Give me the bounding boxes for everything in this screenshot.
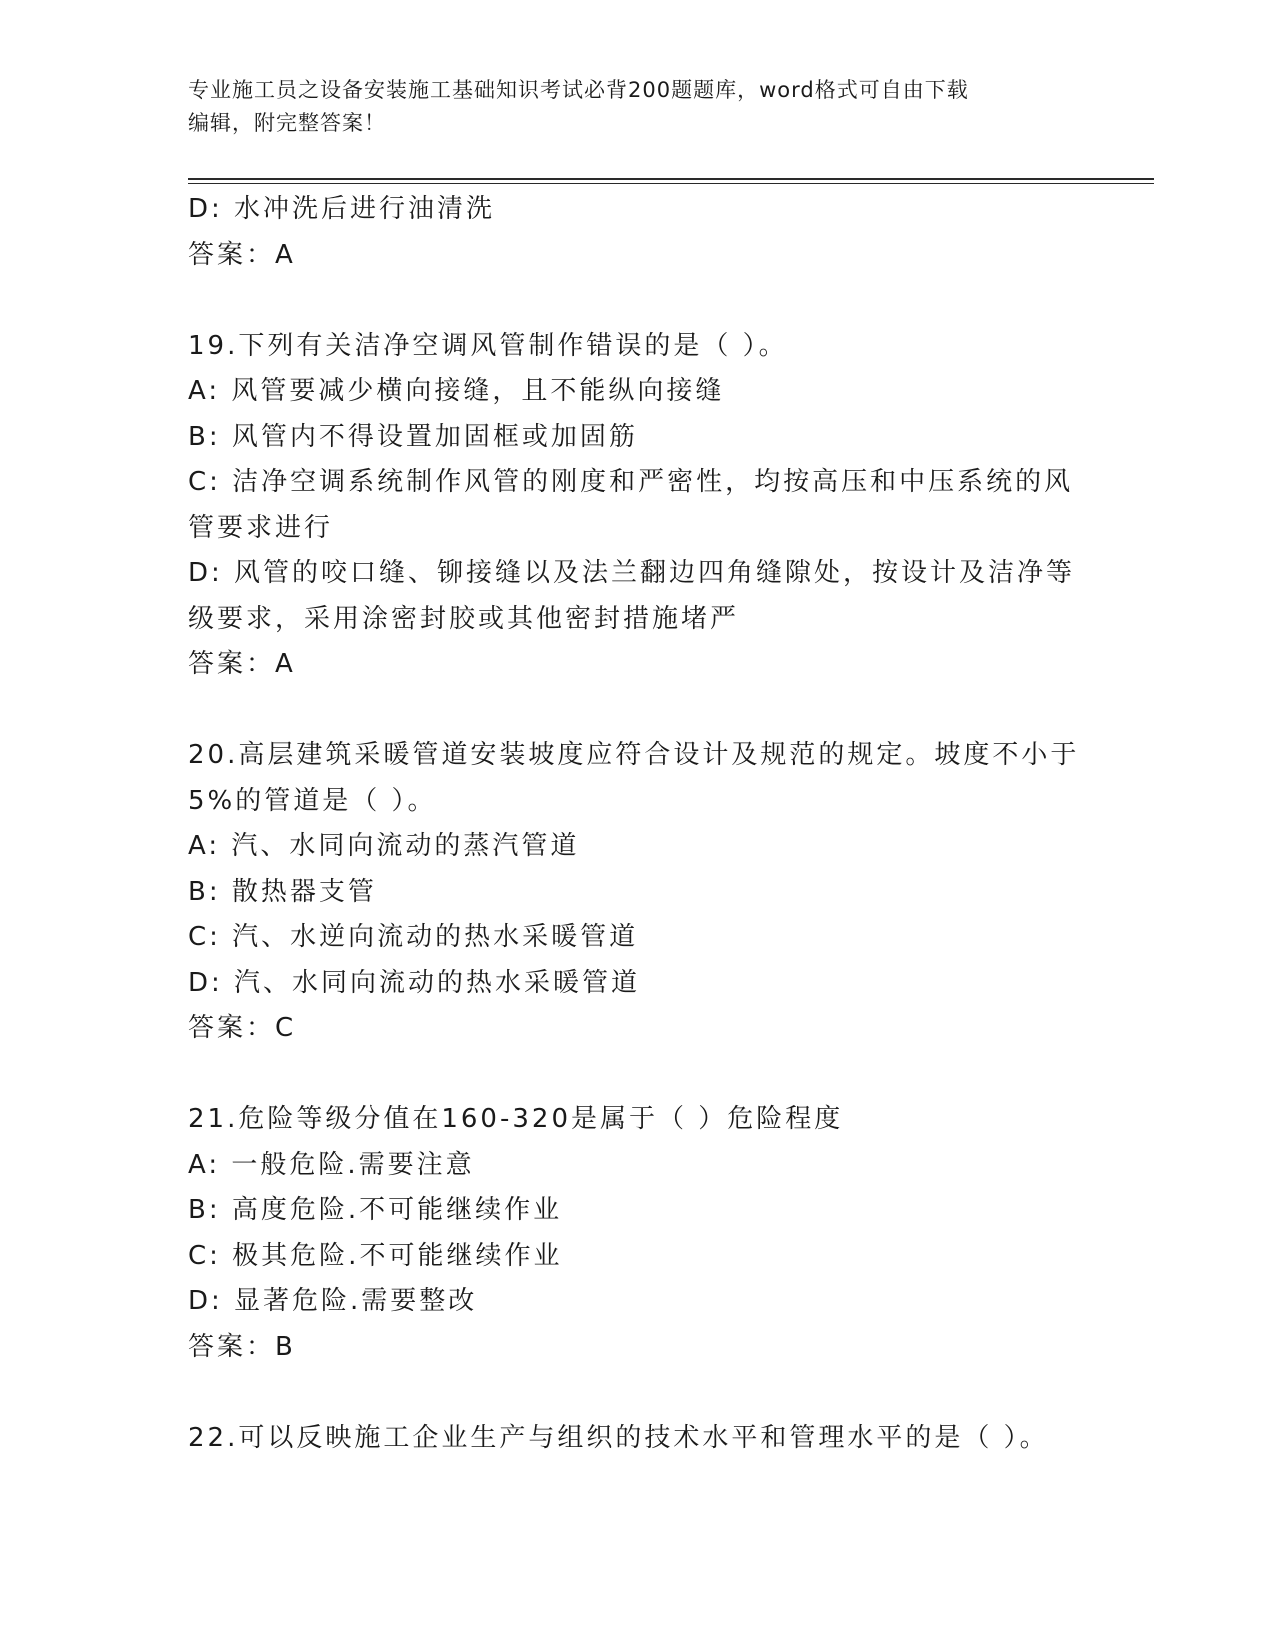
q20-answer: 答案：C xyxy=(188,1013,297,1043)
q19-answer: 答案：A xyxy=(188,649,296,679)
document-header xyxy=(188,74,1068,140)
header-rule-thin xyxy=(188,183,1154,184)
q20-option-a: A: 汽、水同向流动的蒸汽管道 xyxy=(188,831,580,861)
q21-answer: 答案：B xyxy=(188,1331,296,1362)
header-line-1: 专业施工员之设备安装施工基础知识考试必背200题题库，word格式可自由下载 xyxy=(188,78,969,102)
q21-option-a: A: 一般危险.需要注意 xyxy=(188,1149,475,1180)
q20-option-d: D: 汽、水同向流动的热水采暖管道 xyxy=(188,967,641,998)
q22-stem: 22.可以反映施工企业生产与组织的技术水平和管理水平的是（ ）。 xyxy=(188,1422,1049,1453)
q20-stem-line2: 5%的管道是（ ）。 xyxy=(188,785,437,816)
q18-option-d: D: 水冲洗后进行油清洗 xyxy=(188,194,496,224)
q20-option-c: C: 汽、水逆向流动的热水采暖管道 xyxy=(188,922,639,952)
q19-option-a: A: 风管要减少横向接缝，且不能纵向接缝 xyxy=(188,376,725,406)
q21-option-d: D: 显著危险.需要整改 xyxy=(188,1286,478,1316)
q19-option-b: B: 风管内不得设置加固框或加固筋 xyxy=(188,421,638,452)
q20-stem-line1: 20.高层建筑采暖管道安装坡度应符合设计及规范的规定。坡度不小于 xyxy=(188,740,1080,770)
q19-option-c-line1: C: 洁净空调系统制作风管的刚度和严密性，均按高压和中压系统的风 xyxy=(188,467,1074,497)
q20-option-b: B: 散热器支管 xyxy=(188,876,377,907)
spacer xyxy=(188,1052,1088,1098)
header-line-2: 编辑，附完整答案！ xyxy=(188,111,386,135)
q21-option-c: C: 极其危险.不可能继续作业 xyxy=(188,1240,563,1271)
spacer xyxy=(188,278,1088,324)
q19-stem: 19.下列有关洁净空调风管制作错误的是（ ）。 xyxy=(188,330,788,361)
spacer xyxy=(188,688,1088,734)
spacer xyxy=(188,1370,1088,1416)
q19-option-c-line2: 管要求进行 xyxy=(188,512,334,543)
question-list xyxy=(188,187,1088,1461)
q21-stem: 21.危险等级分值在160-320是属于（ ）危险程度 xyxy=(188,1104,844,1134)
q19-option-d-line2: 级要求，采用涂密封胶或其他密封措施堵严 xyxy=(188,603,740,634)
header-rule-thick xyxy=(188,178,1154,180)
q21-option-b: B: 高度危险.不可能继续作业 xyxy=(188,1195,563,1225)
q19-option-d-line1: D: 风管的咬口缝、铆接缝以及法兰翻边四角缝隙处，按设计及洁净等 xyxy=(188,558,1076,588)
q18-answer: 答案：A xyxy=(188,239,296,270)
